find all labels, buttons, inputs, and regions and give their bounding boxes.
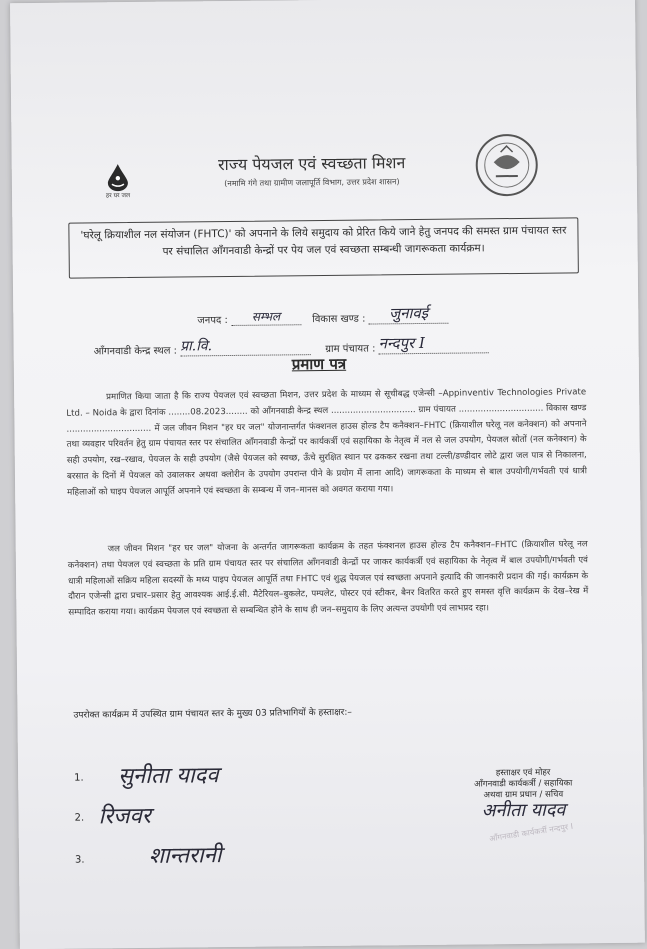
- participant-signature-3: शान्तरानी: [148, 843, 222, 869]
- janpad-row: [197, 303, 448, 327]
- signatures-intro: उपरोक्त कार्यक्रम में उपस्थित ग्राम पंचायत स्तर के मुख्य 03 प्रतिभागियों के हस्ताक्षर:–: [73, 707, 352, 721]
- gram-panchayat-value: नन्दपुर I: [378, 332, 488, 354]
- gram-panchayat-label: ग्राम पंचायत :: [325, 343, 376, 355]
- up-government-emblem-icon: [473, 132, 540, 199]
- anganwadi-label: आँगनवाडी केन्द्र स्थल :: [93, 345, 178, 358]
- participant-signature-1: सुनीता यादव: [117, 763, 219, 790]
- vikas-khand-label: विकास खण्ड :: [312, 313, 366, 326]
- page-subtitle: (नमामि गंगे तथा ग्रामीण जलापूर्ति विभाग, उत्तर प्रदेश शासन): [224, 177, 400, 189]
- janpad-label: जनपद :: [197, 315, 228, 327]
- authority-signature: अनीता यादव: [481, 799, 566, 822]
- authority-line-3: अथवा ग्राम प्रधान / सचिव: [483, 789, 564, 801]
- body-paragraph-2: जल जीवन मिशन "हर घर जल" योजना के अन्तर्गत जागरूकता कार्यक्रम के तहत फंक्शनल हाउस होल्ड टैप कनैक्शन–FHTC (क्रियाशील घरेलू नल कनेक्शन) तथा पेयजल एवं स्वच्छता के प्रति ग्राम पंचायत स्तर पर संचालित आँगनवाडी केन्द्रों पर जाकर कार्यकर्त्री एवं सहायिका के नेतृत्व में बाल उपयोगी/गर्भवती एवं धात्री महिलाओं सक्रिय महिला सदस्यों के मध्य पाइप पेयजल आपूर्ति तथा FHTC एवं शुद्ध पेयजल एवं स्वच्छता अपनाने इत्यादि की जानकारी प्रदान की गई। कार्यक्रम के दौरान एजेन्सी द्वारा प्रचार–प्रसार हेतु आवश्यक आई.ई.सी. मैटेरियल–बुकलेट, पम्पलेट, पोस्टर एवं स्टीकर, बैनर वितरित करते हुए समस्त वृत्ति कार्यक्रम के देख–रेख में सम्पादित कराया गया। कार्यक्रम पेयजल एवं स्वच्छता से सम्बन्धित होने के साथ ही जन–समुदाय के लिए अत्यन्त उपयोगी एवं लाभप्रद रहा।: [67, 539, 589, 618]
- certificate-page: [10, 0, 645, 949]
- janpad-value: सम्भल: [231, 307, 301, 326]
- authority-line-1: हस्ताक्षर एवं मोहर: [495, 767, 551, 779]
- certificate-title: प्रमाण पत्र: [291, 354, 347, 374]
- signature-number-3: 3.: [74, 854, 85, 866]
- office-stamp: आँगनवाडी कार्यकर्त्री नन्दपुर I: [488, 821, 574, 844]
- authority-block: [448, 767, 598, 822]
- participant-signature-2: रिजवर: [98, 803, 151, 830]
- page-title: राज्य पेयजल एवं स्वच्छता मिशन: [217, 153, 406, 175]
- authority-line-2: आँगनवाडी कार्यकर्त्री / सहायिका: [474, 778, 573, 790]
- logo-caption: हर घर जल: [106, 192, 131, 200]
- signature-number-1: 1.: [74, 772, 84, 784]
- jal-jeevan-mission-logo: [86, 162, 150, 200]
- anganwadi-value: प्रा.वि.: [180, 335, 310, 356]
- signature-number-2: 2.: [74, 812, 85, 824]
- vikas-khand-value: जुनावई: [368, 303, 448, 325]
- water-drop-logo-icon: [103, 162, 133, 192]
- subject-box: 'घरेलू क्रियाशील नल संयोजन (FHTC)' को अपनाने के लिये समुदाय को प्रेरित किये जाने हेतु जनपद की समस्त ग्राम पंचायत स्तर पर संचालित आँगनवाडी केन्द्रों पर पेय जल एवं स्वच्छता सम्बन्धी जागरूकता कार्यक्रम।: [68, 217, 579, 278]
- header-title-block: [162, 151, 462, 190]
- body-paragraph-1: प्रमाणित किया जाता है कि राज्य पेयजल एवं स्वच्छता मिशन, उत्तर प्रदेश के माध्यम से सूचीबद्ध एजेन्सी –Appinventiv Technologies Private Ltd. – Noida के द्वारा दिनांक ........08.2023........ को आँगनवाडी केन्द्र स्थल ............................... ग्राम पंचायत ............................... विकास खण्ड ............................... में जल जीवन मिशन "हर घर जल" योजनान्तर्गत फंक्शनल हाउस होल्ड टैप कनैक्शन–FHTC (क्रियाशील घरेलू नल कनेक्शन) को अपनाने तथा व्यवहार परिवर्तन हेतु ग्राम पंचायत स्तर पर संचालित आँगनवाडी केन्द्रों पर कार्यकर्त्री एवं सहायिका के नेतृत्व में नल से जल उपयोग, पेयजल स्रोतों (नल कनेक्शन) के सही उपयोग, रख–रखाव, पेयजल के सही उपयोग (जैसे पेयजल को स्वच्छ, ऊँचे सुरक्षित स्थान पर ढककर रखना तथा टल्ली/डण्डीदार लोटे द्वारा जल पात्र से निकालना, बरसात के दिनों में पेयजल को उबालकर अथवा क्लोरीन के उपयोग उपरान्त पीने के प्रयोग में लाना आदि) जागरूकता के माध्यम से बाल उपयोगी/गर्भवती एवं धात्री महिलाओं को घाइप पेयजल आपूर्ति अपनाने एवं स्वच्छता के सम्बन्ध में जन–मानस को अवगत कराया गया।: [66, 387, 588, 498]
